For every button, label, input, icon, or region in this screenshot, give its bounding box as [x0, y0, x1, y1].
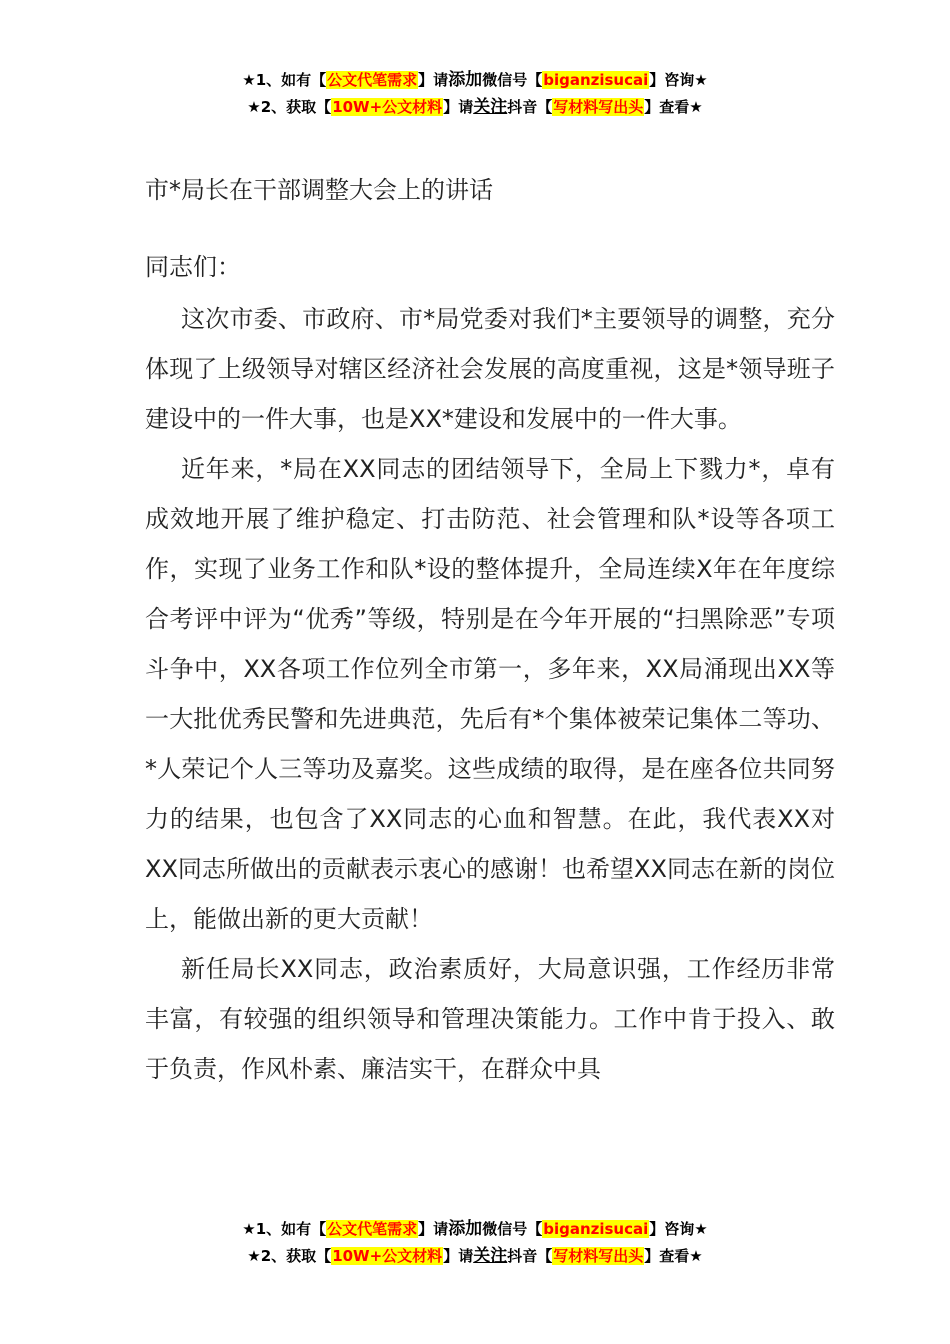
promo-highlight: 10W+公文材料	[332, 98, 443, 116]
promo-highlight: 10W+公文材料	[332, 1247, 443, 1265]
paragraph: 近年来，*局在XX同志的团结领导下，全局上下戮力*，卓有成效地开展了维护稳定、打击防范、社会管理和队*设等各项工作，实现了业务工作和队*设的整体提升，全局连续X年在年度综合考评中评为“优秀”等级，特别是在今年开展的“扫黑除恶”专项斗争中，XX各项工作位列全市第一，多年来，XX局涌现出XX等一大批优秀民警和先进典范，先后有*个集体被荣记集体二等功、*人荣记个人三等功及嘉奖。这些成绩的取得，是在座各位共同努力的结果，也包含了XX同志的心血和智慧。在此，我代表XX对XX同志所做出的贡献表示衷心的感谢！也希望XX同志在新的岗位上，能做出新的更大贡献！	[145, 455, 835, 933]
footer-promo-banner	[0, 1216, 950, 1270]
promo-highlight: 公文代笔需求	[327, 71, 418, 89]
paragraph: 新任局长XX同志，政治素质好，大局意识强，工作经历非常丰富，有较强的组织领导和管理决策能力。工作中肯于投入、敢于负责，作风朴素、廉洁实干，在群众中具	[145, 955, 835, 1083]
promo-line-1: ★1、如有【公文代笔需求】请添加微信号【biganzisucai】咨询★	[242, 70, 708, 90]
wechat-id-highlight: biganzisucai	[543, 71, 649, 89]
header-promo-banner	[0, 67, 950, 121]
douyin-account-highlight: 写材料写出头	[553, 1247, 644, 1265]
promo-highlight: 公文代笔需求	[327, 1220, 418, 1238]
promo-line-2: ★2、获取【10W+公文材料】请关注抖音【写材料写出头】查看★	[247, 1246, 703, 1266]
wechat-id-highlight: biganzisucai	[543, 1220, 649, 1238]
promo-line-1: ★1、如有【公文代笔需求】请添加微信号【biganzisucai】咨询★	[242, 1219, 708, 1239]
salutation: 同志们：	[145, 253, 241, 281]
document-title: 市*局长在干部调整大会上的讲话	[145, 176, 493, 204]
document-body	[145, 294, 835, 1094]
promo-line-2: ★2、获取【10W+公文材料】请关注抖音【写材料写出头】查看★	[247, 97, 703, 117]
douyin-account-highlight: 写材料写出头	[553, 98, 644, 116]
paragraph: 这次市委、市政府、市*局党委对我们*主要领导的调整，充分体现了上级领导对辖区经济社会发展的高度重视，这是*领导班子建设中的一件大事，也是XX*建设和发展中的一件大事。	[145, 305, 835, 433]
